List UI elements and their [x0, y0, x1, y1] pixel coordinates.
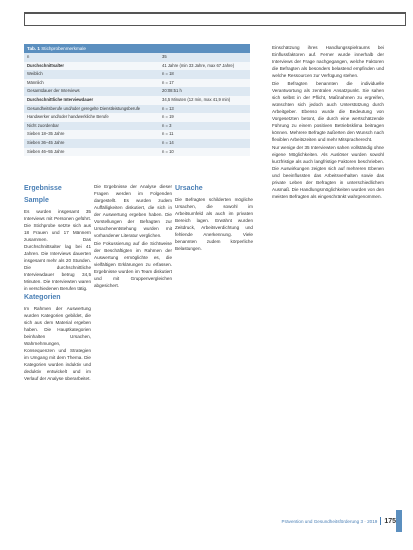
paragraph: Die Fokussierung auf die Sichtweise der Beschäftigten im Rahmen der Auswertung ermöglichte es, die vielfältigen Erklärungen zu erfassen. Ergebnisse wurden im Team diskutiert und mit Gruppenvergleichen abgesichert.: [94, 241, 172, 288]
table-cell-label: n: [27, 54, 30, 59]
table-row: [24, 96, 250, 105]
paragraph: Die Befragten schilderten mögliche Ursachen, die sowohl im Arbeitsumfeld als auch im privaten Bereich lagen. Erwähnt wurden Zeitdruck, Arbeitsverdichtung und fehlende Anerkennung. Viele benannten zudem körperliche Belastungen.: [175, 197, 253, 251]
paragraph: Es wurden insgesamt 35 Interviews mit Personen geführt. Die Stichprobe setzte sich aus 18 Frauen und 17 Männern zusammen. Das Durchschnittsalter lag bei 41 Jahren. Die Interviews dauerten insgesamt mehr als 20 Stunden. Die durchschnittliche Interviewdauer betrug 34,5 Minuten. Die Interviewten waren in verschiedenen Berufen tätig.: [24, 209, 91, 291]
table-cell-label: Sieben 18–35 Jahre: [27, 131, 65, 137]
table-title: [24, 44, 250, 53]
table-cell-value: n = 13: [162, 105, 174, 111]
table-cell-label: Sieben 36–45 Jahre: [27, 139, 65, 145]
table-cell-value: n = 19: [162, 114, 174, 120]
table-row: [24, 139, 250, 148]
section-heading-ergebnisse: Ergebnisse: [24, 185, 62, 192]
paragraph: Nur wenige der 35 Interviewten sahen vollständig ohne eigene Möglichkeiten. Als Auslöser wurden sowohl kurzfristige als auch langfristige Faktoren beschrieben. Die Auswirkungen zeigten sich auf mehreren Ebenen und beeinflussten das Arbeitsverhalten sowie das private Leben der Befragten in unterschiedlichem Ausmaß. Die Handlungsmöglichkeiten wurden von den meisten Befragten als eingeschränkt wahrgenommen.: [272, 145, 384, 199]
header-rule: [24, 12, 406, 26]
table-cell-label: Gesamtdauer der Interviews: [27, 88, 80, 94]
table-cell-value: n = 18: [162, 71, 174, 77]
table-row: [24, 105, 250, 114]
table-row: [24, 148, 250, 157]
paragraph: Die Ergebnisse der Analyse dieser Fragen werden im Folgenden dargestellt. Es wurden zudem Auffälligkeiten diskutiert, die sich in der Auswertung ergeben haben. Die Vorstellungen der Befragten zur Ursachenentstehung wurden mit vorhandener Literatur verglichen.: [94, 184, 172, 238]
section-heading-kategorien: Kategorien: [24, 294, 61, 301]
text-column-middle-right: [175, 183, 253, 253]
text-column-left: [24, 183, 91, 383]
text-column-right: [272, 44, 384, 201]
table-cell-label: Weiblich: [27, 71, 43, 77]
table-row: [24, 53, 250, 62]
journal-citation: Prävention und Gesundheitsförderung 3 · 2019: [281, 518, 378, 524]
paragraph: Einschätzung ihres Handlungsspielraums bei Einflussfaktoren auf. Ferner wurde innerhalb der Interviews der Frage nachgegangen, welche Faktoren die Befragten als besonders belastend empfinden und welche Ressourcen zur Verfügung stehen.: [272, 45, 384, 78]
table-row: [24, 70, 250, 79]
page-footer: [272, 514, 396, 528]
table-cell-label: Durchschnittsalter: [27, 62, 64, 68]
table-cell-value: 35: [162, 54, 167, 59]
table-cell-label: Gesundheitsberufe und/oder geregelte Dienstleistungsberufe: [27, 105, 141, 111]
table-row: [24, 62, 250, 71]
footer-separator: [380, 517, 381, 525]
table-cell-label: Nicht zuordenbar: [27, 122, 59, 128]
text-column-middle: [94, 183, 172, 290]
section-heading-sample: Sample: [24, 197, 49, 204]
table-cell-value: n = 14: [162, 139, 174, 145]
table-cell-value: 34,5 Minuten (12 min, max 41,9 min): [162, 96, 231, 102]
page-number: 175: [384, 517, 396, 525]
table-cell-value: 20:08:51 h: [162, 88, 182, 94]
page-edge-marker: [396, 510, 402, 532]
table-cell-label: Männlich: [27, 79, 44, 85]
sample-table: [24, 44, 250, 156]
table-cell-value: n = 17: [162, 79, 174, 85]
section-heading-ursache: Ursache: [175, 185, 203, 192]
table-cell-label: Durchschnittliche Interviewdauer: [27, 96, 94, 102]
table-caption: Stichprobenmerkmale: [41, 46, 86, 51]
paragraph: Im Rahmen der Auswertung wurden Kategorien gebildet, die sich aus dem Material ergeben haben. Die Hauptkategorien beinhalten Ursachen, Wahrnehmungen, Konsequenzen und Strategien im Umgang mit dem Thema. Die Kategorien wurden induktiv und deduktiv entwickelt und im Verlauf der Analyse überarbeitet.: [24, 306, 91, 381]
table-cell-label: Sieben 46–55 Jahre: [27, 148, 65, 154]
table-row: [24, 87, 250, 96]
table-cell-value: 41 Jahre (min 33 Jahre, max 67 Jahre): [162, 62, 235, 68]
table-row: [24, 130, 250, 139]
table-cell-value: n = 11: [162, 131, 174, 137]
table-row: [24, 79, 250, 88]
table-label: Tab. 1: [27, 46, 40, 51]
table-cell-value: n = 10: [162, 148, 174, 154]
paragraph: Die Befragten benannten die individuelle Verantwortung als zentralen Ansatzpunkt. Sie sahen sich selbst in der Pflicht, Maßnahmen zu ergreifen, wünschten sich jedoch auch Unterstützung durch Arbeitgeber. Ebenso wurde die Bedeutung von Vorgesetzten betont, die durch eine wertschätzende Führung zu einem positiven Betriebsklima beitragen können. Mehrere Befragte äußerten den Wunsch nach flexiblen Arbeitszeiten und mehr Mitspracherecht.: [272, 81, 384, 142]
table-row: [24, 113, 250, 122]
table-cell-value: n = 3: [162, 122, 172, 128]
table-cell-label: Handwerker und/oder handwerkliche Berufe: [27, 114, 109, 120]
table-row: [24, 122, 250, 131]
